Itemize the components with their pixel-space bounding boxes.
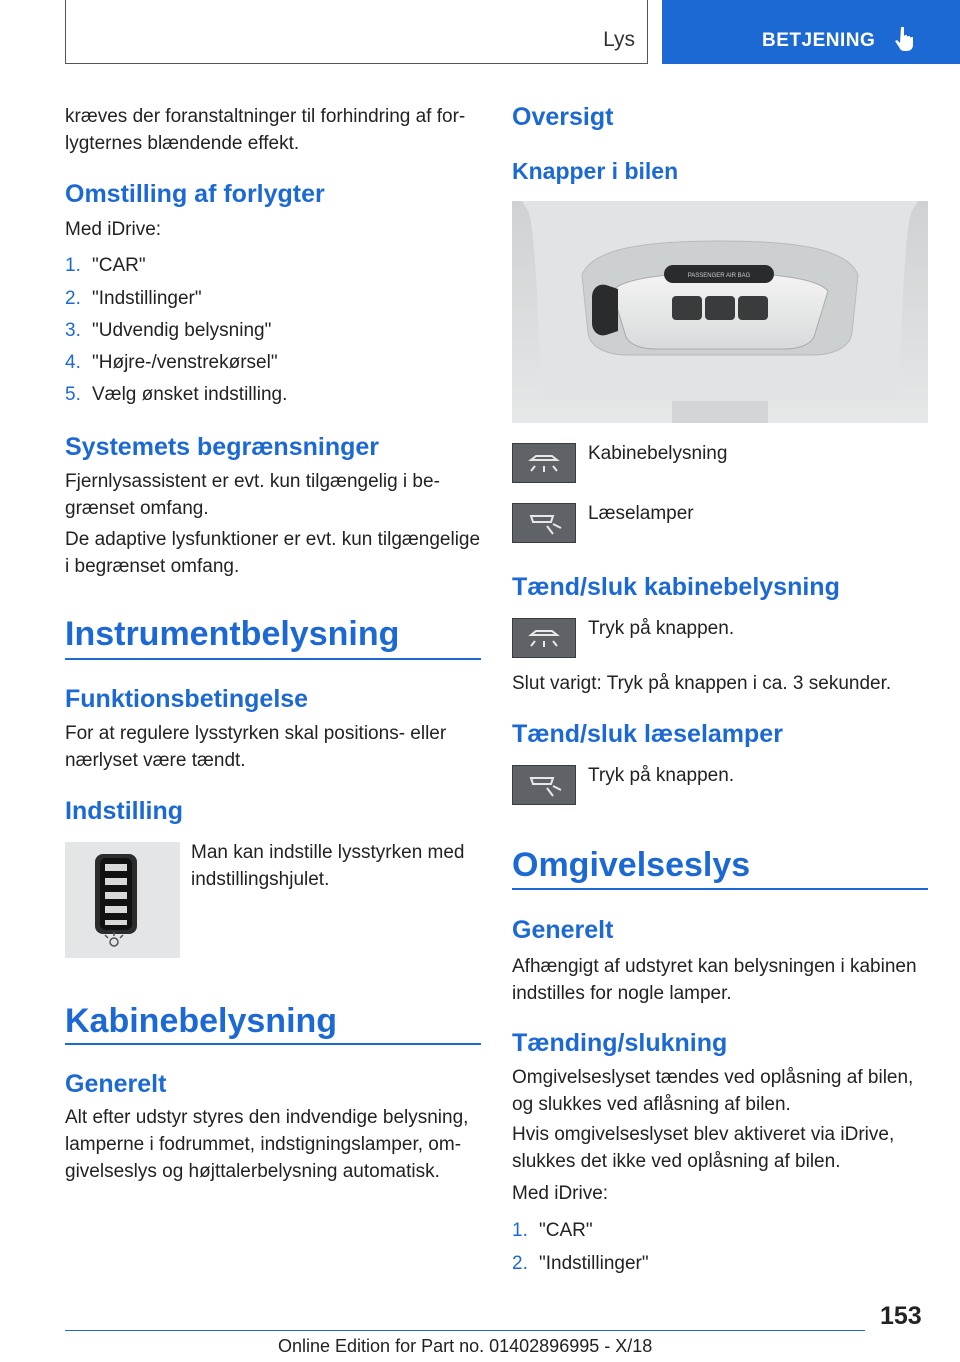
header-section-box bbox=[65, 0, 648, 64]
taending-paragraph-1: Omgivelseslyset tændes ved oplåsning af bilen, og slukkes ved aflåsning af bilen. bbox=[512, 1067, 914, 1115]
thumbwheel-image bbox=[65, 842, 180, 958]
heading-oversigt: Oversigt bbox=[512, 103, 614, 131]
omstilling-lead: Med iDrive: bbox=[65, 219, 162, 240]
funk-paragraph: For at regulere lysstyrken skal positions- eller nærlyset være tændt. bbox=[65, 723, 447, 771]
footer-rule bbox=[65, 1330, 865, 1331]
heading-kabinebelysning: Kabinebelysning bbox=[65, 1002, 338, 1040]
heading-instrumentbelysning: Instrumentbelysning bbox=[65, 615, 400, 653]
reading-light-icon bbox=[512, 503, 576, 543]
cabin-light-icon bbox=[512, 618, 576, 658]
heading-knapper: Knapper i bilen bbox=[512, 158, 679, 184]
reading-light-icon bbox=[512, 765, 576, 805]
chapter-tab-label: BETJENING bbox=[762, 30, 876, 51]
section-title: Lys bbox=[603, 28, 635, 51]
kabine-generelt-paragraph: Alt efter udstyr styres den indvendige belysning, lamperne i fodrummet, indstigningslamper, omgivelseslys og højttalerbelysning automatisk. bbox=[65, 1107, 469, 1182]
heading-funktionsbetingelse: Funktionsbetingelse bbox=[65, 685, 309, 713]
taending-paragraph-2: Hvis omgivelseslyset blev aktiveret via iDrive, slukkes det ikke ved oplåsning af bilen. bbox=[512, 1124, 895, 1172]
page-number: 153 bbox=[880, 1302, 922, 1330]
laese-toggle-text: Tryk på knappen. bbox=[588, 765, 735, 786]
heading-begraensninger: Systemets begrænsninger bbox=[65, 433, 379, 461]
omgiv-generelt-paragraph: Afhængigt af udstyret kan belysningen i kabinen indstilles for nogle lamper. bbox=[512, 956, 917, 1004]
heading-taending: Tænding/slukning bbox=[512, 1029, 728, 1057]
section-rule bbox=[512, 888, 928, 890]
heading-generelt-omgiv: Generelt bbox=[512, 916, 614, 944]
chapter-tab[interactable] bbox=[662, 0, 960, 64]
kabine-toggle-text: Tryk på knappen. bbox=[588, 618, 735, 639]
heading-taend-laese: Tænd/sluk læselamper bbox=[512, 720, 783, 748]
heading-taend-kabine: Tænd/sluk kabinebelysning bbox=[512, 573, 840, 601]
footer-edition: Online Edition for Part no. 01402896995 - X/18 bbox=[278, 1336, 653, 1356]
kabine-toggle-note: Slut varigt: Tryk på knappen i ca. 3 sekunder. bbox=[512, 673, 892, 694]
omgiv-lead: Med iDrive: bbox=[512, 1183, 609, 1204]
begr-paragraph-2: De adaptive lysfunktioner er evt. kun tilgængelige i begrænset omfang. bbox=[65, 529, 481, 577]
section-rule bbox=[65, 658, 481, 660]
overhead-console-image bbox=[512, 201, 928, 423]
legend-label-kabine: Kabinebelysning bbox=[588, 443, 728, 464]
heading-omstilling: Omstilling af forlygter bbox=[65, 180, 325, 208]
begr-paragraph-1: Fjernlysassistent er evt. kun tilgængelig i begrænset omfang. bbox=[65, 471, 440, 519]
heading-indstilling: Indstilling bbox=[65, 797, 184, 825]
panel-label: PASSENGER AIR BAG bbox=[687, 273, 751, 279]
heading-generelt-kabine: Generelt bbox=[65, 1070, 167, 1098]
heading-omgivelseslys: Omgivelseslys bbox=[512, 846, 751, 884]
intro-paragraph: kræves der foranstaltninger til forhindring af forlygternes blændende effekt. bbox=[65, 106, 466, 154]
cabin-light-icon bbox=[512, 443, 576, 483]
legend-label-laese: Læselamper bbox=[588, 503, 694, 524]
hand-pointer-icon bbox=[894, 26, 916, 57]
indstilling-paragraph: Man kan indstille lysstyrken med indstillingshjulet. bbox=[191, 842, 465, 890]
section-rule bbox=[65, 1043, 481, 1045]
